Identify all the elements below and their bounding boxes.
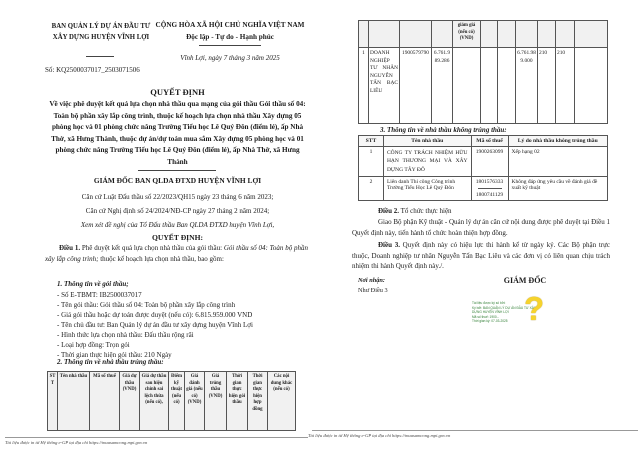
document-number: Số: KQ2500037017_2503071506 — [45, 66, 140, 74]
list-item: - Tên gói thầu: Gói thầu số 04: Toàn bộ phần xây lắp công trình — [57, 301, 236, 309]
winner-name: DOANH NGHIỆP TƯ NHÂN NGUYỄN TẤN BẠC LIÊU — [369, 48, 400, 123]
bidder-stt: 2 — [359, 177, 384, 201]
rejection-reason: Xếp hạng 02 — [508, 147, 608, 177]
column-header: Thời gian thực hiện gói thầu — [227, 372, 248, 430]
empty-cell — [498, 48, 516, 123]
column-header: Mã số thuế — [471, 136, 508, 147]
legal-base-line: Căn cứ Luật Đấu thầu số 22/2023/QH15 ngày 23 tháng 6 năm 2023; — [81, 193, 274, 201]
column-header — [556, 21, 575, 47]
winner-contract-price: 6.761.989.000 — [516, 48, 538, 123]
list-item: - Giá gói thầu hoặc dự toán được duyệt (nếu có): 6.815.959.000 VND — [57, 311, 253, 319]
package-info-list — [57, 290, 308, 360]
column-header — [369, 21, 400, 47]
bidder-name: CÔNG TY TRÁCH NHIỆM HỮU HẠN THƯƠNG MẠI VÀ XÂY DỰNG TÂY ĐÔ — [383, 147, 471, 177]
article-3-body: Quyết định này có hiệu lực thi hành kể từ ngày ký. Các Bộ phận trực thuộc, Doanh nghiệp tư nhân Nguyễn Tấn Bạc Liêu và các đơn vị có liên quan chịu trách nhiệm thi hành Quyết định này./. — [352, 241, 611, 270]
footer-rule — [312, 430, 638, 431]
bidder-tax-code: 1800741129 — [475, 192, 504, 199]
section-2-heading: 2. Thông tin về nhà thầu trúng thầu: — [57, 358, 164, 366]
list-item: - Loại hợp đồng: Trọn gói — [57, 341, 130, 349]
article-2-title: Tổ chức thực hiện — [399, 207, 452, 215]
column-header: Điểm kỹ thuật (nếu có) — [169, 372, 185, 430]
article-2-body: Giao Bộ phận Kỹ thuật - Quản lý dự án căn cứ nội dung được phê duyệt tại Điều 1 Quyết định này, tiến hành tổ chức hoàn thiện hợp đồng. — [352, 218, 610, 237]
signature-line: Ký bởi: BAN QUẢN LÝ DỰ ÁN ĐẦU TƯ XÂY — [472, 305, 536, 310]
bidder-name: Liên danh Thi công Công trình Trường Tiểu Học Lê Quý Đôn — [383, 177, 471, 201]
winner-contract-duration: 210 — [556, 48, 575, 123]
winner-table-header — [47, 371, 296, 431]
empty-cell — [481, 48, 498, 123]
document-subtitle: Về việc phê duyệt kết quả lựa chọn nhà thầu qua mạng của gói thầu Gói thầu số 04: Toàn bộ phần xây lắp công trình, thuộc kế hoạch lựa chọn nhà thầu Xây dựng 05 phòng học và 01 phòng chức năng Trường Tiểu học Lê Quý Đôn (điểm lẻ), ấp Nhà Thờ, xã Hưng Thành, thuộc dự án/dự toán mua sắm Xây dựng 05 phòng học và 01 phòng chức năng Trường Tiểu học Lê Quý Đôn (điểm lẻ), ấp Nhà Thờ, xã Hưng Thành — [49, 100, 306, 166]
dateline: Vĩnh Lợi, ngày 7 tháng 3 năm 2025 — [180, 54, 280, 62]
signature-line: DỰNG HUYỆN VĨNH LỢI — [472, 310, 509, 315]
signature-line: Thời gian ký: 07-03-2025 — [472, 319, 508, 324]
rejection-reason: Không đáp ứng yêu cầu về đánh giá đề xuất kỹ thuật — [508, 177, 608, 201]
bidder-stt: 1 — [359, 147, 384, 177]
winner-bid-price: 6.761.989.286 — [432, 48, 453, 123]
tax-code-divider — [478, 188, 502, 189]
legal-base-line: Căn cứ Nghị định số 24/2024/NĐ-CP ngày 27 tháng 2 năm 2024; — [85, 207, 270, 215]
column-header — [498, 21, 516, 47]
list-item: - Thời gian thực hiện gói thầu: 210 Ngày — [57, 351, 172, 359]
column-header: giảm giá (nếu có) (VND) — [453, 21, 481, 47]
bidder-tax-code: 1900263099 — [471, 147, 508, 177]
article-2-label: Điều 2. — [378, 207, 399, 215]
winner-package-duration: 210 — [538, 48, 556, 123]
column-header: STT — [359, 136, 384, 147]
column-header — [538, 21, 556, 47]
page-footer: Tài liệu được in từ Hệ thống e-GP tại địa chỉ https://muasamcong.mpi.gov.vn — [308, 433, 451, 438]
recipients-label: Nơi nhận: — [358, 277, 386, 284]
non-winner-table — [358, 135, 608, 201]
empty-cell — [453, 48, 481, 123]
column-header: Giá đánh giá (nếu có) (VND) — [185, 372, 205, 430]
org-name-underline — [86, 56, 114, 57]
bidder-tax-codes — [471, 177, 508, 201]
legal-bases — [45, 190, 310, 232]
decision-heading: QUYẾT ĐỊNH: — [151, 233, 204, 242]
list-item: - Số E-TBMT: IB2500037017 — [57, 291, 142, 299]
director-heading: GIÁM ĐỐC BAN QLDA ĐTXD HUYỆN VĨNH LỢI — [93, 176, 262, 185]
legal-base-line: Xem xét đề nghị của Tổ Đấu thầu Ban QLDA ĐTXD huyện Vĩnh Lợi, — [80, 221, 275, 229]
column-header — [516, 21, 538, 47]
bidder-tax-code: 1801576333 — [475, 179, 504, 186]
winner-tax-code: 1900579790 — [400, 48, 432, 123]
column-header — [481, 21, 498, 47]
signature-line: Mã số thuế: 1900... — [472, 314, 500, 319]
article-2-heading — [352, 206, 610, 217]
column-header: Tên nhà thầu — [383, 136, 471, 147]
document-title: QUYẾT ĐỊNH — [150, 87, 205, 97]
column-header: Mã số thuế — [90, 372, 120, 430]
column-header: Tên nhà thầu — [58, 372, 90, 430]
list-item: - Tên chủ đầu tư: Ban Quản lý dự án đầu tư xây dựng huyện Vĩnh Lợi — [57, 321, 253, 329]
national-header: CỘNG HÒA XÃ HỘI CHỦ NGHĨA VIỆT NAM — [155, 21, 305, 29]
table-header-continuation-row — [359, 21, 607, 48]
table-row — [359, 177, 608, 201]
table-header-row — [359, 136, 608, 147]
national-motto: Độc lập - Tự do - Hạnh phúc — [186, 33, 274, 41]
winner-stt: 1 — [359, 48, 369, 123]
column-header: Giá dự thầu sau hiệu chỉnh sai lệch thừa (nếu có), — [140, 372, 169, 430]
table-row — [359, 48, 607, 123]
article-1-lead: Phê duyệt kết quả lựa chọn nhà thầu của gói thầu: — [80, 244, 224, 252]
list-item: - Hình thức lựa chọn nhà thầu: Đấu thầu rộng rãi — [57, 331, 194, 339]
org-name: BAN QUẢN LÝ DỰ ÁN ĐẦU TƯ XÂY DỰNG HUYỆN VĨNH LỢI — [51, 23, 151, 41]
article-3-label: Điều 3. — [378, 241, 400, 249]
column-header: STT — [48, 372, 58, 430]
footer-rule — [5, 437, 308, 438]
winner-table-continuation — [358, 20, 608, 124]
empty-cell — [575, 48, 607, 123]
column-header: Các nội dung khác (nếu có) — [270, 374, 293, 393]
section-1-heading: 1. Thông tin về gói thầu; — [57, 280, 129, 288]
column-header: Lý do nhà thầu không trúng thầu — [508, 136, 608, 147]
signature-line: Tài liệu được ký số bởi: — [472, 301, 506, 305]
subtitle-rule — [138, 170, 216, 171]
column-header: Thời gian thực hiện hợp đồng — [248, 372, 268, 430]
section-3-heading: 3. Thông tin về nhà thầu không trúng thầu: — [380, 126, 507, 134]
column-header: Giá trúng thầu (VND) — [205, 372, 227, 430]
article-1-label: Điều 1. — [59, 244, 81, 252]
recipients-value: Như Điều 3 — [358, 287, 388, 294]
column-header — [359, 21, 369, 47]
motto-underline — [199, 45, 261, 46]
column-header — [400, 21, 432, 47]
signer-title: GIÁM ĐỐC — [503, 276, 547, 285]
page-footer: Tài liệu được in từ Hệ thống e-GP tại địa chỉ https://muasamcong.mpi.gov.vn — [5, 440, 148, 445]
article-1-package: Gói thầu số 04: Toàn bộ phần xây lắp công trình; — [45, 244, 309, 263]
article-1-paragraph — [45, 243, 308, 264]
column-header — [575, 21, 607, 47]
table-row — [359, 147, 608, 177]
column-header — [432, 21, 453, 47]
article-3-paragraph — [352, 240, 610, 272]
article-1-tail: thuộc kế hoạch lựa chọn nhà thầu, bao gồm: — [98, 254, 224, 263]
column-header: Giá dự thầu (VND) — [120, 372, 140, 430]
signature-unverified-icon: ? — [524, 290, 545, 327]
